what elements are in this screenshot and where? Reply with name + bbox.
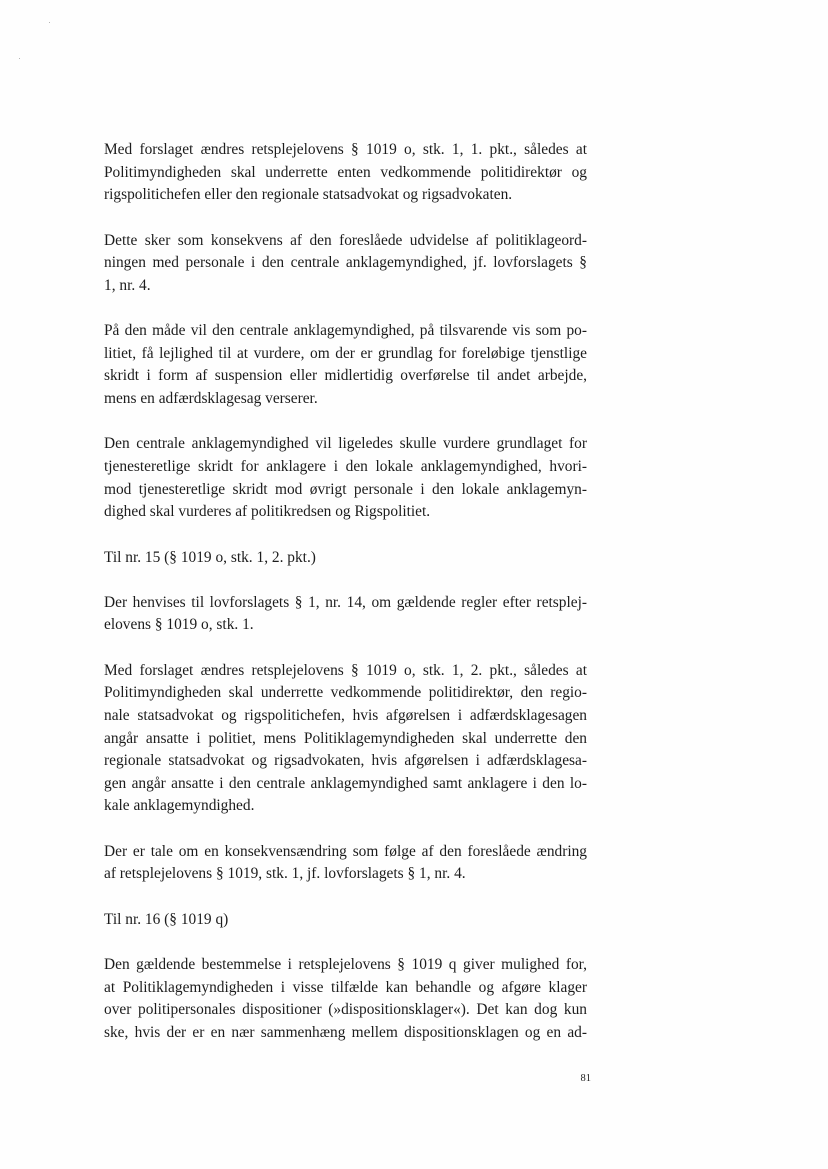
paragraph [104, 592, 587, 637]
text-line: litiet, få lejlighed til at vurdere, om der er grundlag for foreløbige tjenstlige [104, 344, 587, 362]
body-text [104, 139, 587, 1067]
text-line: tjenesteretlige skridt for anklagere i den lokale anklagemyndighed, hvori- [104, 457, 587, 475]
text-line: kale anklagemyndighed. [104, 797, 255, 815]
paragraph [104, 230, 587, 298]
paragraph [104, 320, 587, 410]
text-line: nale statsadvokat og rigspolitichefen, hvis afgørelsen i adfærdsklagesagen [104, 707, 587, 725]
text-line: Dette sker som konsekvens af den foreslåede udvidelse af politiklageord- [104, 231, 587, 249]
text-line: Med forslaget ændres retsplejelovens § 1019 o, stk. 1, 1. pkt., således at [104, 141, 587, 158]
text-line: ske, hvis der er en nær sammenhæng mellem dispositionsklagen og en ad- [104, 1023, 587, 1041]
text-line: regionale statsadvokat og rigsadvokaten, hvis afgørelsen i adfærdsklagesa- [104, 752, 587, 770]
text-line: af retsplejelovens § 1019, stk. 1, jf. lovforslagets § 1, nr. 4. [104, 865, 466, 883]
text-line: Der henvises til lovforslagets § 1, nr. 14, om gældende regler efter retsplej- [104, 593, 587, 611]
paragraph [104, 660, 587, 818]
text-line: elovens § 1019 o, stk. 1. [104, 616, 254, 634]
text-line: mens en adfærdsklagesag verserer. [104, 389, 318, 407]
text-line: dighed skal vurderes af politikredsen og Rigspolitiet. [104, 503, 431, 521]
text-line: Der er tale om en konsekvensændring som følge af den foreslåede ændring [104, 842, 587, 860]
text-line: at Politiklagemyndigheden i visse tilfælde kan behandle og afgøre klager [104, 978, 587, 996]
text-line: rigspolitichefen eller den regionale statsadvokat og rigsadvokaten. [104, 186, 513, 204]
paragraph [104, 139, 587, 207]
paragraph [104, 433, 587, 523]
text-line: mod tjenesteretlige skridt mod øvrigt personale i den lokale anklagemyn- [104, 480, 587, 498]
paragraph [104, 841, 587, 886]
text-line: gen angår ansatte i den centrale anklagemyndighed samt anklagere i den lo- [104, 774, 587, 792]
page-number: 81 [580, 1073, 591, 1084]
paragraph [104, 954, 587, 1044]
section-heading: Til nr. 16 (§ 1019 q) [104, 910, 229, 928]
text-line: Politimyndigheden skal underrette enten vedkommende politidirektør og [104, 163, 587, 181]
text-line: over politipersonales dispositioner (»dispositionsklager«). Det kan dog kun [104, 1001, 587, 1019]
text-line: Den centrale anklagemyndighed vil ligeledes skulle vurdere grundlaget for [104, 435, 587, 453]
text-line: Med forslaget ændres retsplejelovens § 1019 o, stk. 1, 2. pkt., således at [104, 661, 587, 679]
text-line: 1, nr. 4. [104, 276, 151, 294]
text-line: På den måde vil den centrale anklagemyndighed, på tilsvarende vis som po- [104, 322, 587, 340]
section-heading: Til nr. 15 (§ 1019 o, stk. 1, 2. pkt.) [104, 548, 316, 566]
text-line: Politimyndigheden skal underrette vedkommende politidirektør, den regio- [104, 684, 587, 702]
text-line: ningen med personale i den centrale anklagemyndighed, jf. lovforslagets § [104, 254, 587, 272]
text-line: skridt i form af suspension eller midlertidig overførelse til andet arbejde, [104, 367, 587, 385]
text-line: Den gældende bestemmelse i retsplejelovens § 1019 q giver mulighed for, [104, 956, 587, 974]
scan-speck [49, 22, 50, 23]
text-line: angår ansatte i politiet, mens Politiklagemyndigheden skal underrette den [104, 729, 587, 747]
scan-speck [19, 58, 20, 59]
